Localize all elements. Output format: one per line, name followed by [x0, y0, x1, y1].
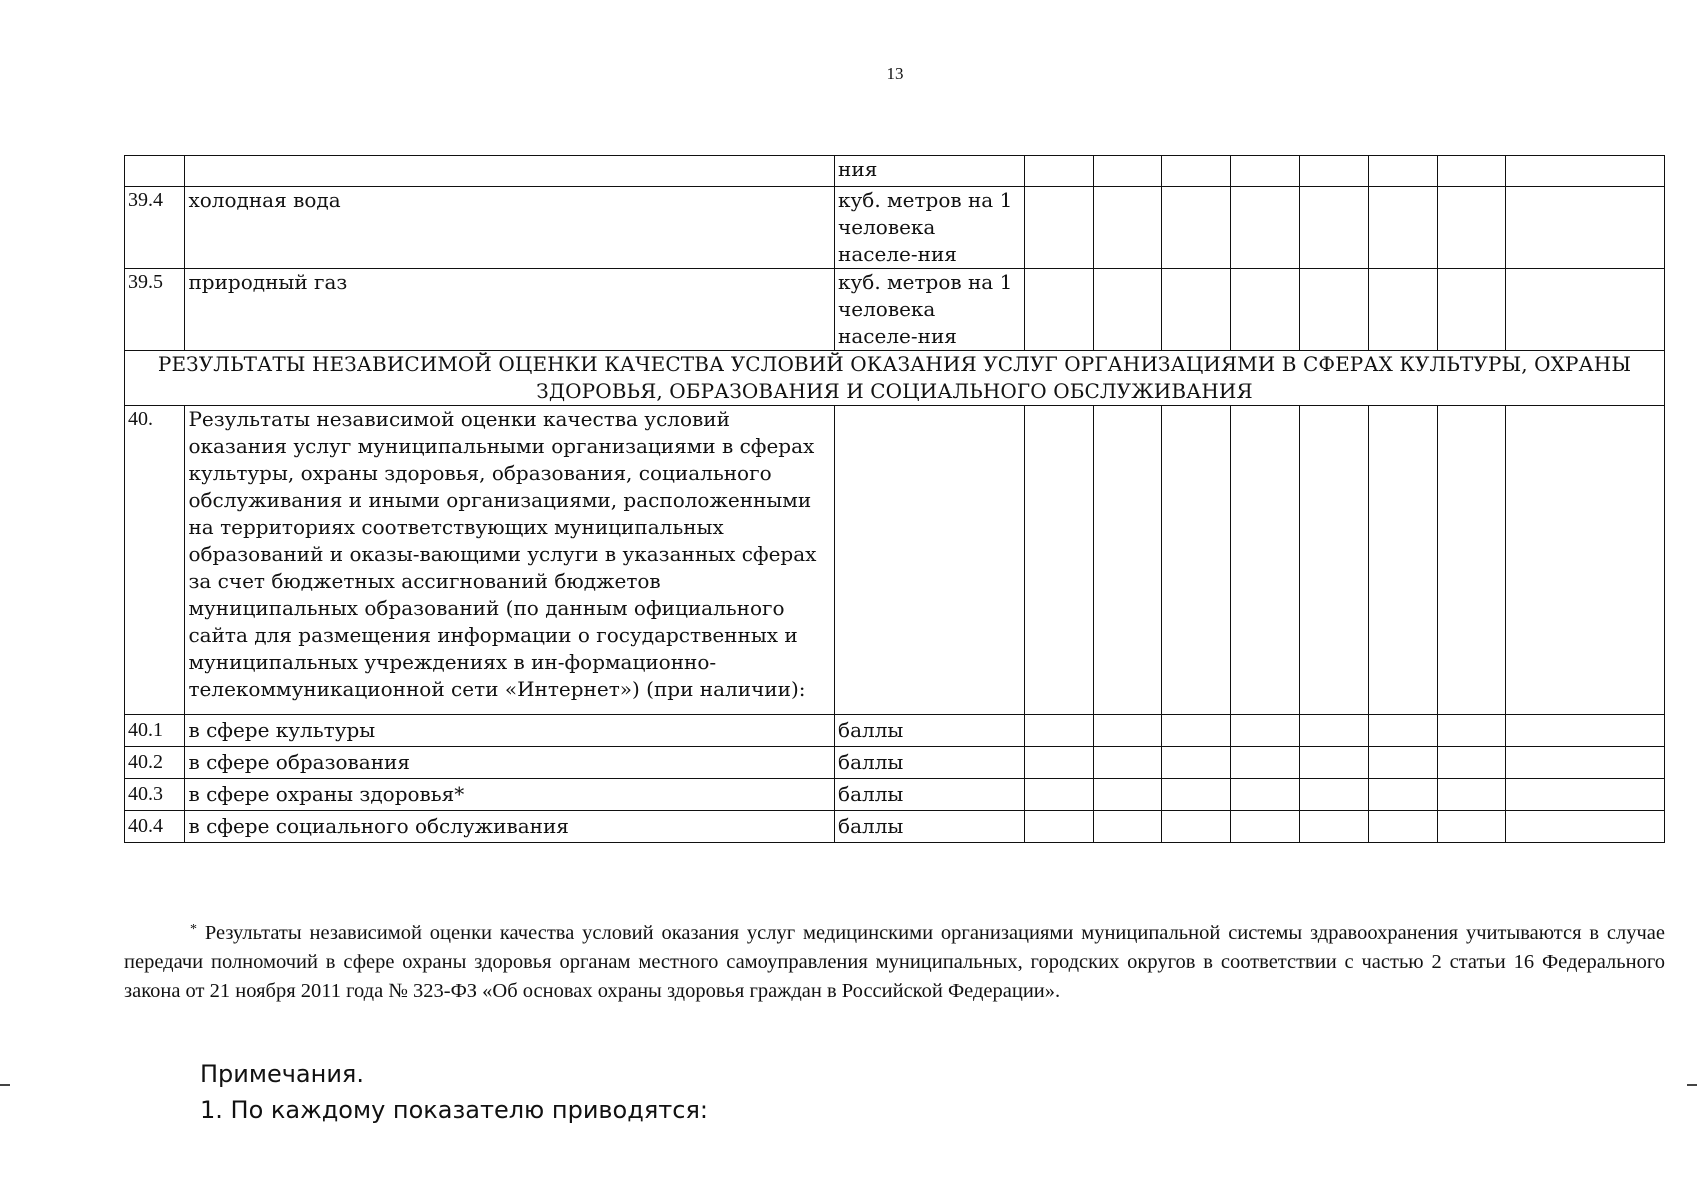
value-cell: [1231, 269, 1300, 351]
value-cell: [1368, 187, 1437, 269]
notes-item: 1. По каждому показателю приводятся:: [200, 1096, 708, 1124]
right-margin-mark: [1687, 1084, 1697, 1086]
value-cell: [1231, 747, 1300, 779]
footnote-marker: *: [190, 922, 197, 937]
value-cell: [1024, 779, 1093, 811]
value-cell: [1506, 779, 1665, 811]
value-cell: [1368, 269, 1437, 351]
row-number: 39.4: [125, 187, 185, 269]
value-cell: [1024, 406, 1093, 715]
table-row: [125, 747, 1665, 779]
section-heading: РЕЗУЛЬТАТЫ НЕЗАВИСИМОЙ ОЦЕНКИ КАЧЕСТВА УСЛОВИЙ ОКАЗАНИЯ УСЛУГ ОРГАНИЗАЦИЯМИ В СФЕРАХ КУЛЬТУРЫ, ОХРАНЫ ЗДОРОВЬЯ, ОБРАЗОВАНИЯ И СОЦИАЛЬНОГО ОБСЛУЖИВАНИЯ: [125, 351, 1665, 406]
row-number: 40.3: [125, 779, 185, 811]
row-unit: куб. метров на 1 человека населе-ния: [835, 187, 1025, 269]
footnote: [124, 915, 1665, 1006]
value-cell: [1231, 715, 1300, 747]
value-cell: [1506, 269, 1665, 351]
row-name: в сфере социального обслуживания: [185, 811, 835, 843]
table-row: [125, 406, 1665, 715]
table-row: [125, 156, 1665, 187]
value-cell: [1506, 187, 1665, 269]
value-cell: [1506, 406, 1665, 715]
row-number: 40.: [125, 406, 185, 715]
value-cell: [1506, 811, 1665, 843]
row-unit: баллы: [835, 811, 1025, 843]
value-cell: [1162, 187, 1231, 269]
value-cell: [1024, 747, 1093, 779]
row-name: в сфере охраны здоровья*: [185, 779, 835, 811]
value-cell: [1437, 747, 1506, 779]
row-name: в сфере культуры: [185, 715, 835, 747]
table-row: [125, 811, 1665, 843]
row-unit: ния: [835, 156, 1025, 187]
value-cell: [1162, 156, 1231, 187]
value-cell: [1300, 779, 1369, 811]
footnote-text: Результаты независимой оценки качества условий оказания услуг медицинскими организациями муниципальной системы здравоохранения учитываются в случае передачи полномочий в сфере охраны здоровья органам местного самоуправления муниципальных, городских округов в соответствии с частью 2 статьи 16 Федерального закона от 21 ноября 2011 года № 323-ФЗ «Об основах охраны здоровья граждан в Российской Федерации».: [124, 922, 1665, 1002]
value-cell: [1162, 811, 1231, 843]
value-cell: [1024, 715, 1093, 747]
value-cell: [1162, 747, 1231, 779]
value-cell: [1437, 811, 1506, 843]
value-cell: [1300, 715, 1369, 747]
row-unit: баллы: [835, 747, 1025, 779]
table-row: [125, 187, 1665, 269]
value-cell: [1231, 406, 1300, 715]
value-cell: [1024, 269, 1093, 351]
value-cell: [1506, 156, 1665, 187]
value-cell: [1162, 406, 1231, 715]
notes-title: Примечания.: [200, 1060, 364, 1088]
value-cell: [1093, 779, 1162, 811]
value-cell: [1437, 406, 1506, 715]
value-cell: [1437, 779, 1506, 811]
row-name: в сфере образования: [185, 747, 835, 779]
indicators-table: [124, 155, 1665, 843]
value-cell: [1024, 811, 1093, 843]
page-number: 13: [886, 64, 904, 83]
table-row: [125, 269, 1665, 351]
value-cell: [1231, 811, 1300, 843]
value-cell: [1506, 747, 1665, 779]
value-cell: [1093, 406, 1162, 715]
value-cell: [1437, 156, 1506, 187]
row-unit: баллы: [835, 779, 1025, 811]
value-cell: [1093, 811, 1162, 843]
value-cell: [1300, 747, 1369, 779]
value-cell: [1300, 187, 1369, 269]
row-number: [125, 156, 185, 187]
row-unit: баллы: [835, 715, 1025, 747]
value-cell: [1506, 715, 1665, 747]
value-cell: [1231, 156, 1300, 187]
value-cell: [1437, 187, 1506, 269]
value-cell: [1368, 406, 1437, 715]
value-cell: [1162, 269, 1231, 351]
value-cell: [1162, 779, 1231, 811]
row-number: 39.5: [125, 269, 185, 351]
value-cell: [1437, 269, 1506, 351]
table-row: [125, 779, 1665, 811]
value-cell: [1368, 779, 1437, 811]
value-cell: [1093, 187, 1162, 269]
value-cell: [1231, 779, 1300, 811]
value-cell: [1093, 156, 1162, 187]
left-margin-mark: [0, 1084, 10, 1086]
value-cell: [1024, 187, 1093, 269]
value-cell: [1368, 747, 1437, 779]
value-cell: [1368, 715, 1437, 747]
value-cell: [1162, 715, 1231, 747]
row-name: холодная вода: [185, 187, 835, 269]
value-cell: [1437, 715, 1506, 747]
row-name: Результаты независимой оценки качества условий оказания услуг муниципальными организациями в сферах культуры, охраны здоровья, образования, социального обслуживания и иными организациями, расположенными на территориях соответствующих муниципальных образований и оказы-вающими услуги в указанных сферах за счет бюджетных ассигнований бюджетов муниципальных образований (по данным официального сайта для размещения информации о государственных и муниципальных учреждениях в ин-формационно-телекоммуникационной сети «Интернет») (при наличии):: [185, 406, 835, 715]
value-cell: [1093, 269, 1162, 351]
value-cell: [1024, 156, 1093, 187]
row-name: природный газ: [185, 269, 835, 351]
row-name: [185, 156, 835, 187]
row-number: 40.1: [125, 715, 185, 747]
value-cell: [1300, 811, 1369, 843]
value-cell: [1093, 747, 1162, 779]
section-heading-row: [125, 351, 1665, 406]
row-unit: [835, 406, 1025, 715]
value-cell: [1093, 715, 1162, 747]
row-number: 40.2: [125, 747, 185, 779]
value-cell: [1300, 269, 1369, 351]
row-unit: куб. метров на 1 человека населе-ния: [835, 269, 1025, 351]
table-row: [125, 715, 1665, 747]
value-cell: [1231, 187, 1300, 269]
value-cell: [1368, 156, 1437, 187]
value-cell: [1300, 406, 1369, 715]
value-cell: [1368, 811, 1437, 843]
row-number: 40.4: [125, 811, 185, 843]
value-cell: [1300, 156, 1369, 187]
